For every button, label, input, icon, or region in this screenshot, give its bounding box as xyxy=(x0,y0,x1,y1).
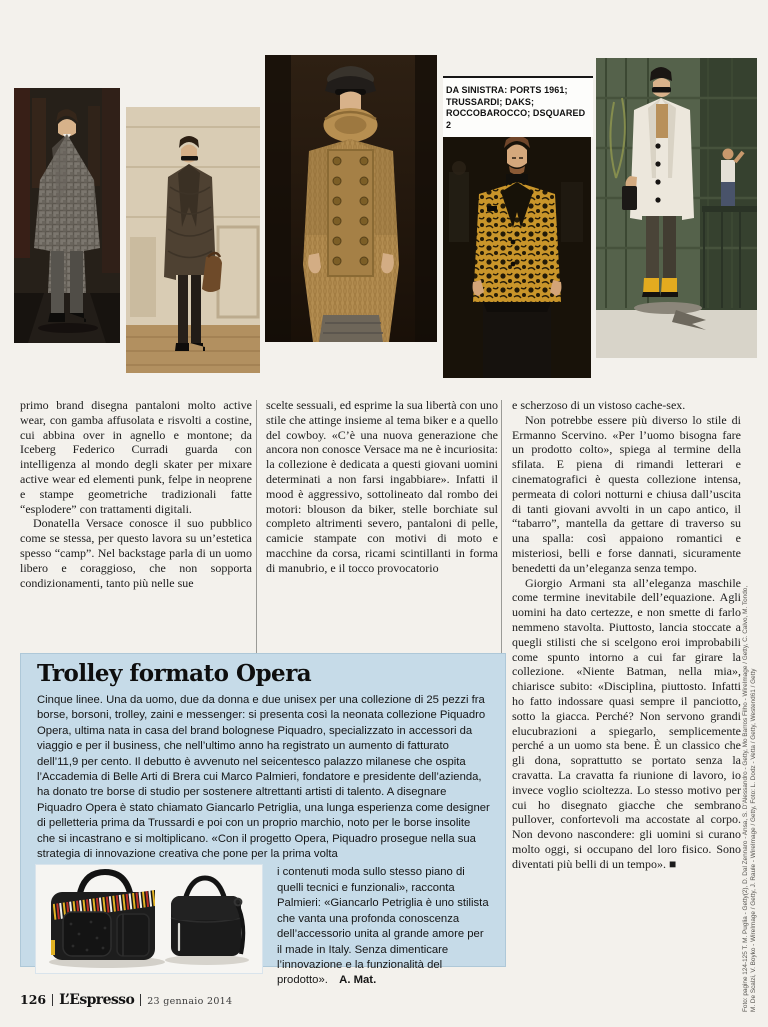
box-wrapped-text xyxy=(263,864,491,988)
box-bottom-row xyxy=(37,864,491,988)
box-intro-text: Cinque linee. Una da uomo, due da donna e due unisex per una collezione di 25 pezzi fra borse, borsoni, trolley, zaini e messenger: si presenta così la neonata collezione Piquadro Opera, ultima nata in casa del brand bolognese Piquadro, specializzato in accessori da viaggio e per il business, che nell’ultimo anno ha registrato un aumento di fatturato dell’11,9 per cento. Il debutto è avvenuto nel seicentesco palazzo milanese che ospita l’Accademia di Belle Arti di Brera cui Marco Palmieri, fondatore e presidente dell’azienda, ha donato tre borse di studio per sostenere altrettanti artisti di talento. A disegnare Piquadro Opera è stato chiamato Giancarlo Petriglia, una lunga esperienza come designer di pelletteria prima da Trussardi e poi con un proprio marchio, noto per le borse insolite che si incastrano e si moltiplicano. «Con il progetto Opera, Piquadro prosegue nella sua strategia di innovazione creativa che pone per la prima volta xyxy=(37,694,490,861)
photo-credits xyxy=(742,376,758,1012)
runway-photo-daks xyxy=(265,55,437,342)
daks-illustration xyxy=(265,55,437,342)
paragraph: scelte sessuali, ed esprime la sua libertà con uno stile che attinge insieme al tema biker e a quello del cowboy. «C’è una nuova generazione che ancora non conosce Versace ma ne è incuriosita: la collezione è dedicata a questi giovani uomini determinati a non farsi ingabbiare». Infatti il mood è aggressivo, sottolineato dal rombo dei motori: blouson da biker, stelle borchiate sul completo altrimenti severo, pantaloni di pelle, camicie stampate con motivi di moto e macchine da corsa, ricami scintillanti in forma di manubrio, e il tocco provocatorio xyxy=(266,398,499,575)
paragraph: primo brand disegna pantaloni molto active wear, con gamba affusolata e risvolti a costine, cui abbina over in agnello e montone; da Iceberg Federico Curradi guarda con intelligenza al mondo degli skater per mixare active wear ed elementi punk, felpe in neoprene e stampe geometriche tradizionali fatte “esplodere” con trattamenti digitali. xyxy=(20,398,252,516)
column-divider-1 xyxy=(256,400,257,658)
trussardi-illustration xyxy=(126,107,260,373)
caption-line-3: ROCCOBAROCCO; DSQUARED 2 xyxy=(446,108,586,130)
runway-photo-trussardi xyxy=(126,107,260,373)
paragraph: Donatella Versace conosce il suo pubblico come se stessa, per questo lavora su un’estetica spesso “camp”. Nel backstage parla di un uomo libero e coraggioso, che non sopporta condizionamenti, tanto più nelle sue xyxy=(20,516,252,590)
paragraph: Giorgio Armani sta all’eleganza maschile come termine inevitabile dell’equazione. Agli uomini ha dato certezze, e non smette di farlo nemmeno stavolta. Piuttosto, lancia stoccate a quegli stilisti che si scelgono eroi improbabili come spunto intorno a cui far girare la collezione. «Niente Batman, nella mia», chiarisce subito: «Disciplina, piuttosto. Infatti ho fatto indossare quasi sempre il panciotto, sotto la giacca. Perché? Non servono grandi elucubrazioni a spiegarlo, semplicemente perché a un uomo sta bene. È un classico che gli dona, soprattutto se portato senza la cravatta. La cravatta fa riunione di lavoro, io invece voglio scioltezza. Lo stesso motivo per cui ho disegnato giacche che sembrano pullover, confortevoli ma accostate al corpo. Non devono nascondere: gli uomini si curano molto oggi, si occupano del loro fisico. Sono diventati più belli di un tempo». ■ xyxy=(512,575,741,871)
wrapped-text: i contenuti moda sullo stesso piano di quelli tecnici e funzionali», racconta Palmieri: «Giancarlo Petriglia è uno stilista che vanta una profonda conoscenza dell’accessorio unita al grande amore per il made in Italy. Senza dimenticare l’innovazione e la funzionalità del prodotto». xyxy=(277,866,489,987)
yellow-accent xyxy=(51,940,55,955)
issue-date: 23 gennaio 2014 xyxy=(147,996,233,1007)
box-title: Trolley formato Opera xyxy=(37,660,312,687)
article-column-1 xyxy=(20,398,252,590)
column-divider-2 xyxy=(501,400,502,658)
runway-photo-dsquared2 xyxy=(596,58,757,358)
roccobarocco-illustration xyxy=(443,132,591,378)
footer-divider xyxy=(140,994,141,1006)
credits-line-1: Foto: pagine 124-125 T. M. Puglia - Getty(2), D. Dal Zennaro - Ansa, S. D’Alessandro - Getty, Mo Barros Filho - WireImage / Getty, C. Calvo, M. Tondo, xyxy=(742,585,749,1012)
runway-photo-roccobarocco xyxy=(443,132,591,378)
article-column-3 xyxy=(512,398,741,872)
paragraph: e scherzoso di un vistoso cache-sex. xyxy=(512,398,686,412)
paragraph: Non potrebbe essere più diverso lo stile di Ermanno Scervino. «Per l’uomo bisogna fare un prodotto colto», spiega al termine della sfilata. E piena di rimandi letterari e cinematografici è questa collezione intensa, permeata di colori notturni e chiusa dall’uscita di tanti giovani avvolti in un capo antico, il “tabarro”, mantella da gettare di traverso su una spalla: così appaiono romantici e misteriosi, belli e forse dannati, sicuramente benedetti da un’eleganza senza tempo. xyxy=(512,412,741,575)
ports1961-illustration xyxy=(14,88,120,343)
credits-line-2: M. De Scalzi, V. Boyko - WireImage / Getty, J. Raule - WireImage / Getty, Foto: L. Dodz - Vetta / Getty, Westend61 / Getty xyxy=(750,668,757,1012)
photo-caption xyxy=(443,76,593,137)
caption-line-1: DA SINISTRA: PORTS 1961; xyxy=(446,85,568,95)
magazine-logo: L’Espresso xyxy=(59,992,135,1008)
page-number: 126 xyxy=(20,992,47,1007)
piquadro-bags-photo xyxy=(35,864,263,974)
opera-sidebar-box xyxy=(20,653,506,987)
article-column-2 xyxy=(266,398,498,576)
dsquared2-illustration xyxy=(596,58,757,358)
caption-line-2: TRUSSARDI; DAKS; xyxy=(446,96,535,107)
bags-illustration xyxy=(35,864,263,974)
runway-photo-ports1961 xyxy=(14,88,120,343)
page-footer xyxy=(20,992,232,1008)
footer-divider xyxy=(52,994,53,1006)
author-signature: A. Mat. xyxy=(339,974,377,987)
